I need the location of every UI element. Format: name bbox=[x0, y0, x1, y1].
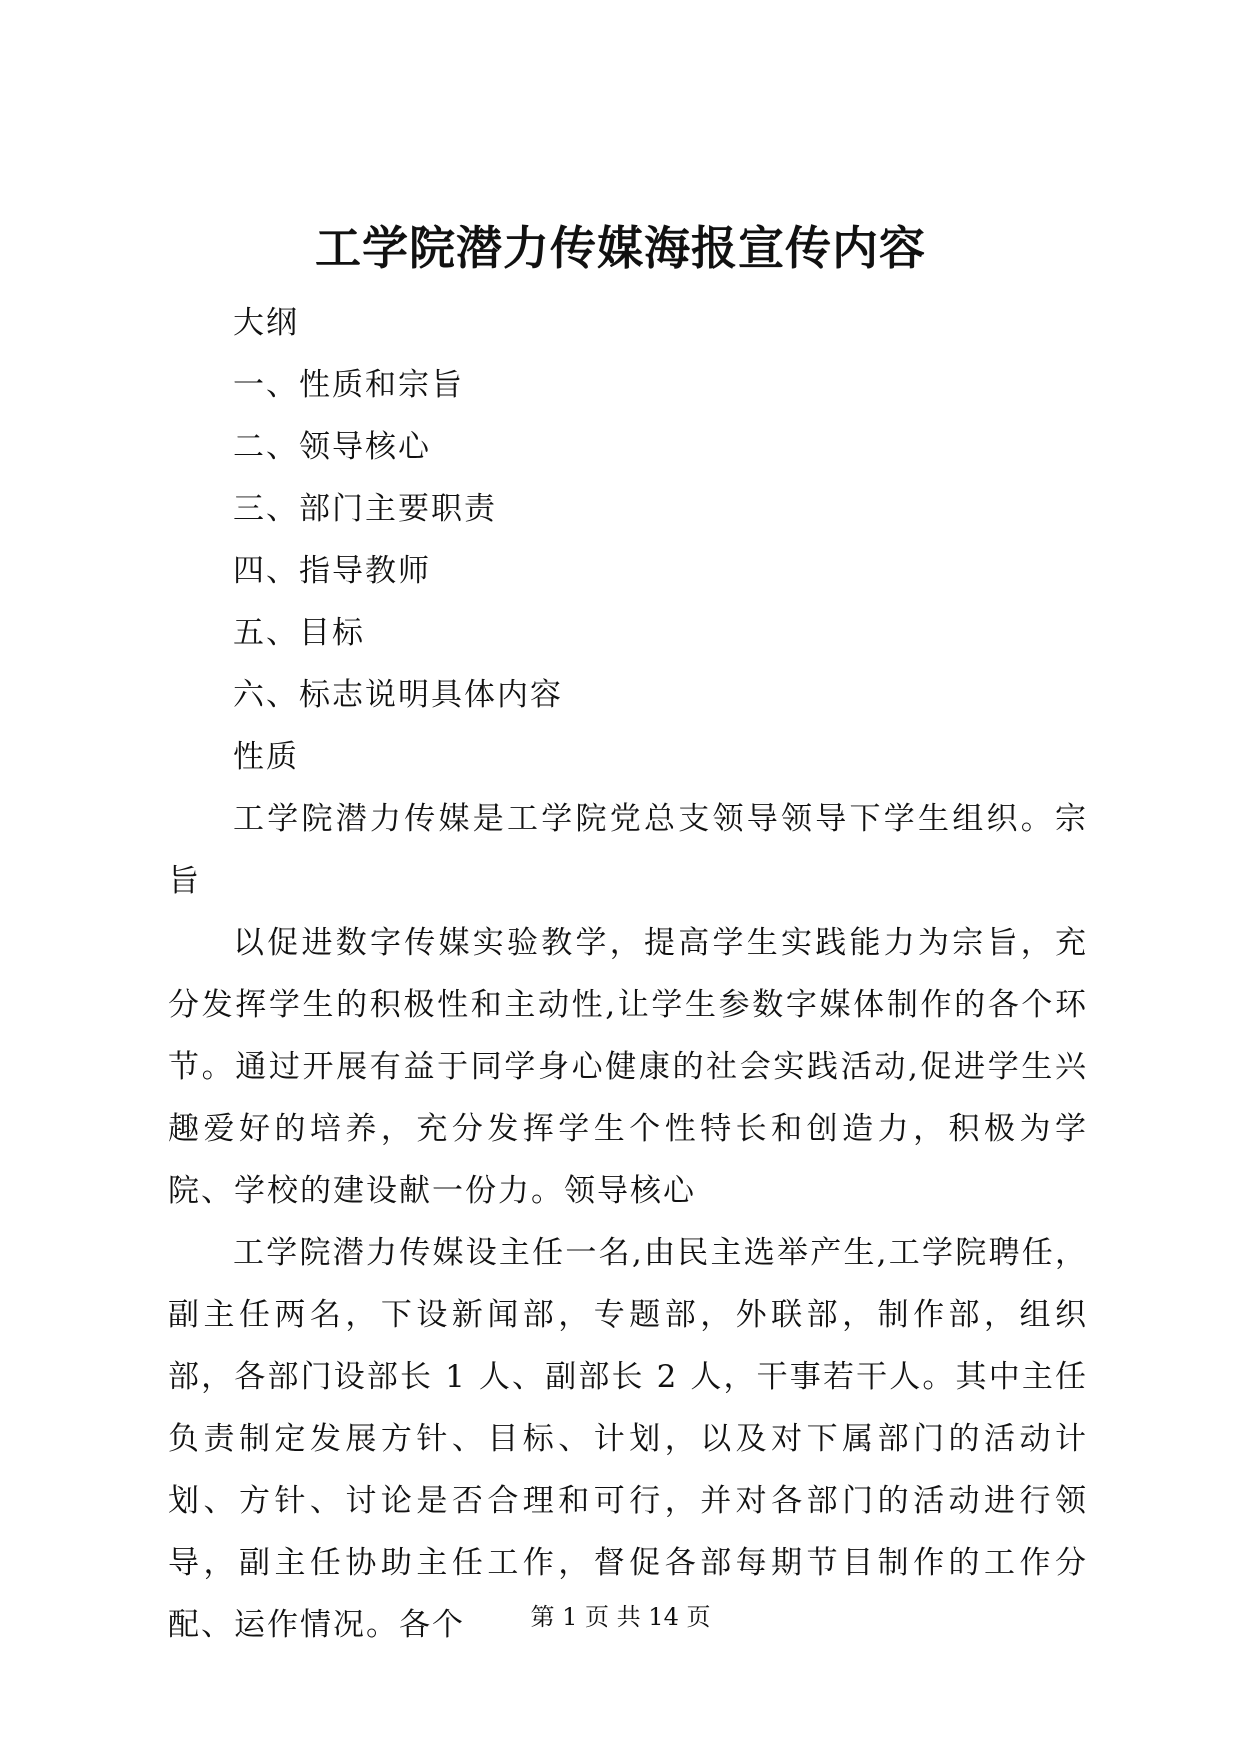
outline-heading: 大纲 bbox=[233, 305, 299, 341]
outline-item: 四、指导教师 bbox=[233, 553, 431, 589]
body-paragraph: 以促进数字传媒实验教学，提高学生实践能力为宗旨，充分发挥学生的积极性和主动性,让学生参数字媒体制作的各个环节。通过开展有益于同学身心健康的社会实践活动,促进学生兴趣爱好的培养，充分发挥学生个性特长和创造力，积极为学院、学校的建设献一份力。领导核心 bbox=[168, 925, 1088, 1209]
outline-item: 一、性质和宗旨 bbox=[233, 367, 464, 403]
body-paragraph: 工学院潜力传媒是工学院党总支领导领导下学生组织。宗旨 bbox=[168, 801, 1088, 899]
page-number-footer: 第 1 页 共 14 页 bbox=[530, 1603, 711, 1631]
outline-item: 三、部门主要职责 bbox=[233, 491, 497, 527]
outline-item: 六、标志说明具体内容 bbox=[233, 677, 563, 713]
outline-item: 二、领导核心 bbox=[233, 429, 431, 465]
document-body bbox=[168, 292, 1088, 1656]
section-heading: 性质 bbox=[233, 739, 299, 775]
body-paragraph: 工学院潜力传媒设主任一名,由民主选举产生,工学院聘任，副主任两名，下设新闻部，专题部，外联部，制作部，组织部，各部门设部长 1 人、副部长 2 人，干事若干人。其中主任负责制定发展方针、目标、计划，以及对下属部门的活动计划、方针、讨论是否合理和可行，并对各部门的活动进行领导，副主任协助主任工作，督促各部每期节目制作的工作分配、运作情况。各个 bbox=[168, 1235, 1088, 1643]
outline-item: 五、目标 bbox=[233, 615, 365, 651]
document-title: 工学院潜力传媒海报宣传内容 bbox=[315, 221, 926, 275]
